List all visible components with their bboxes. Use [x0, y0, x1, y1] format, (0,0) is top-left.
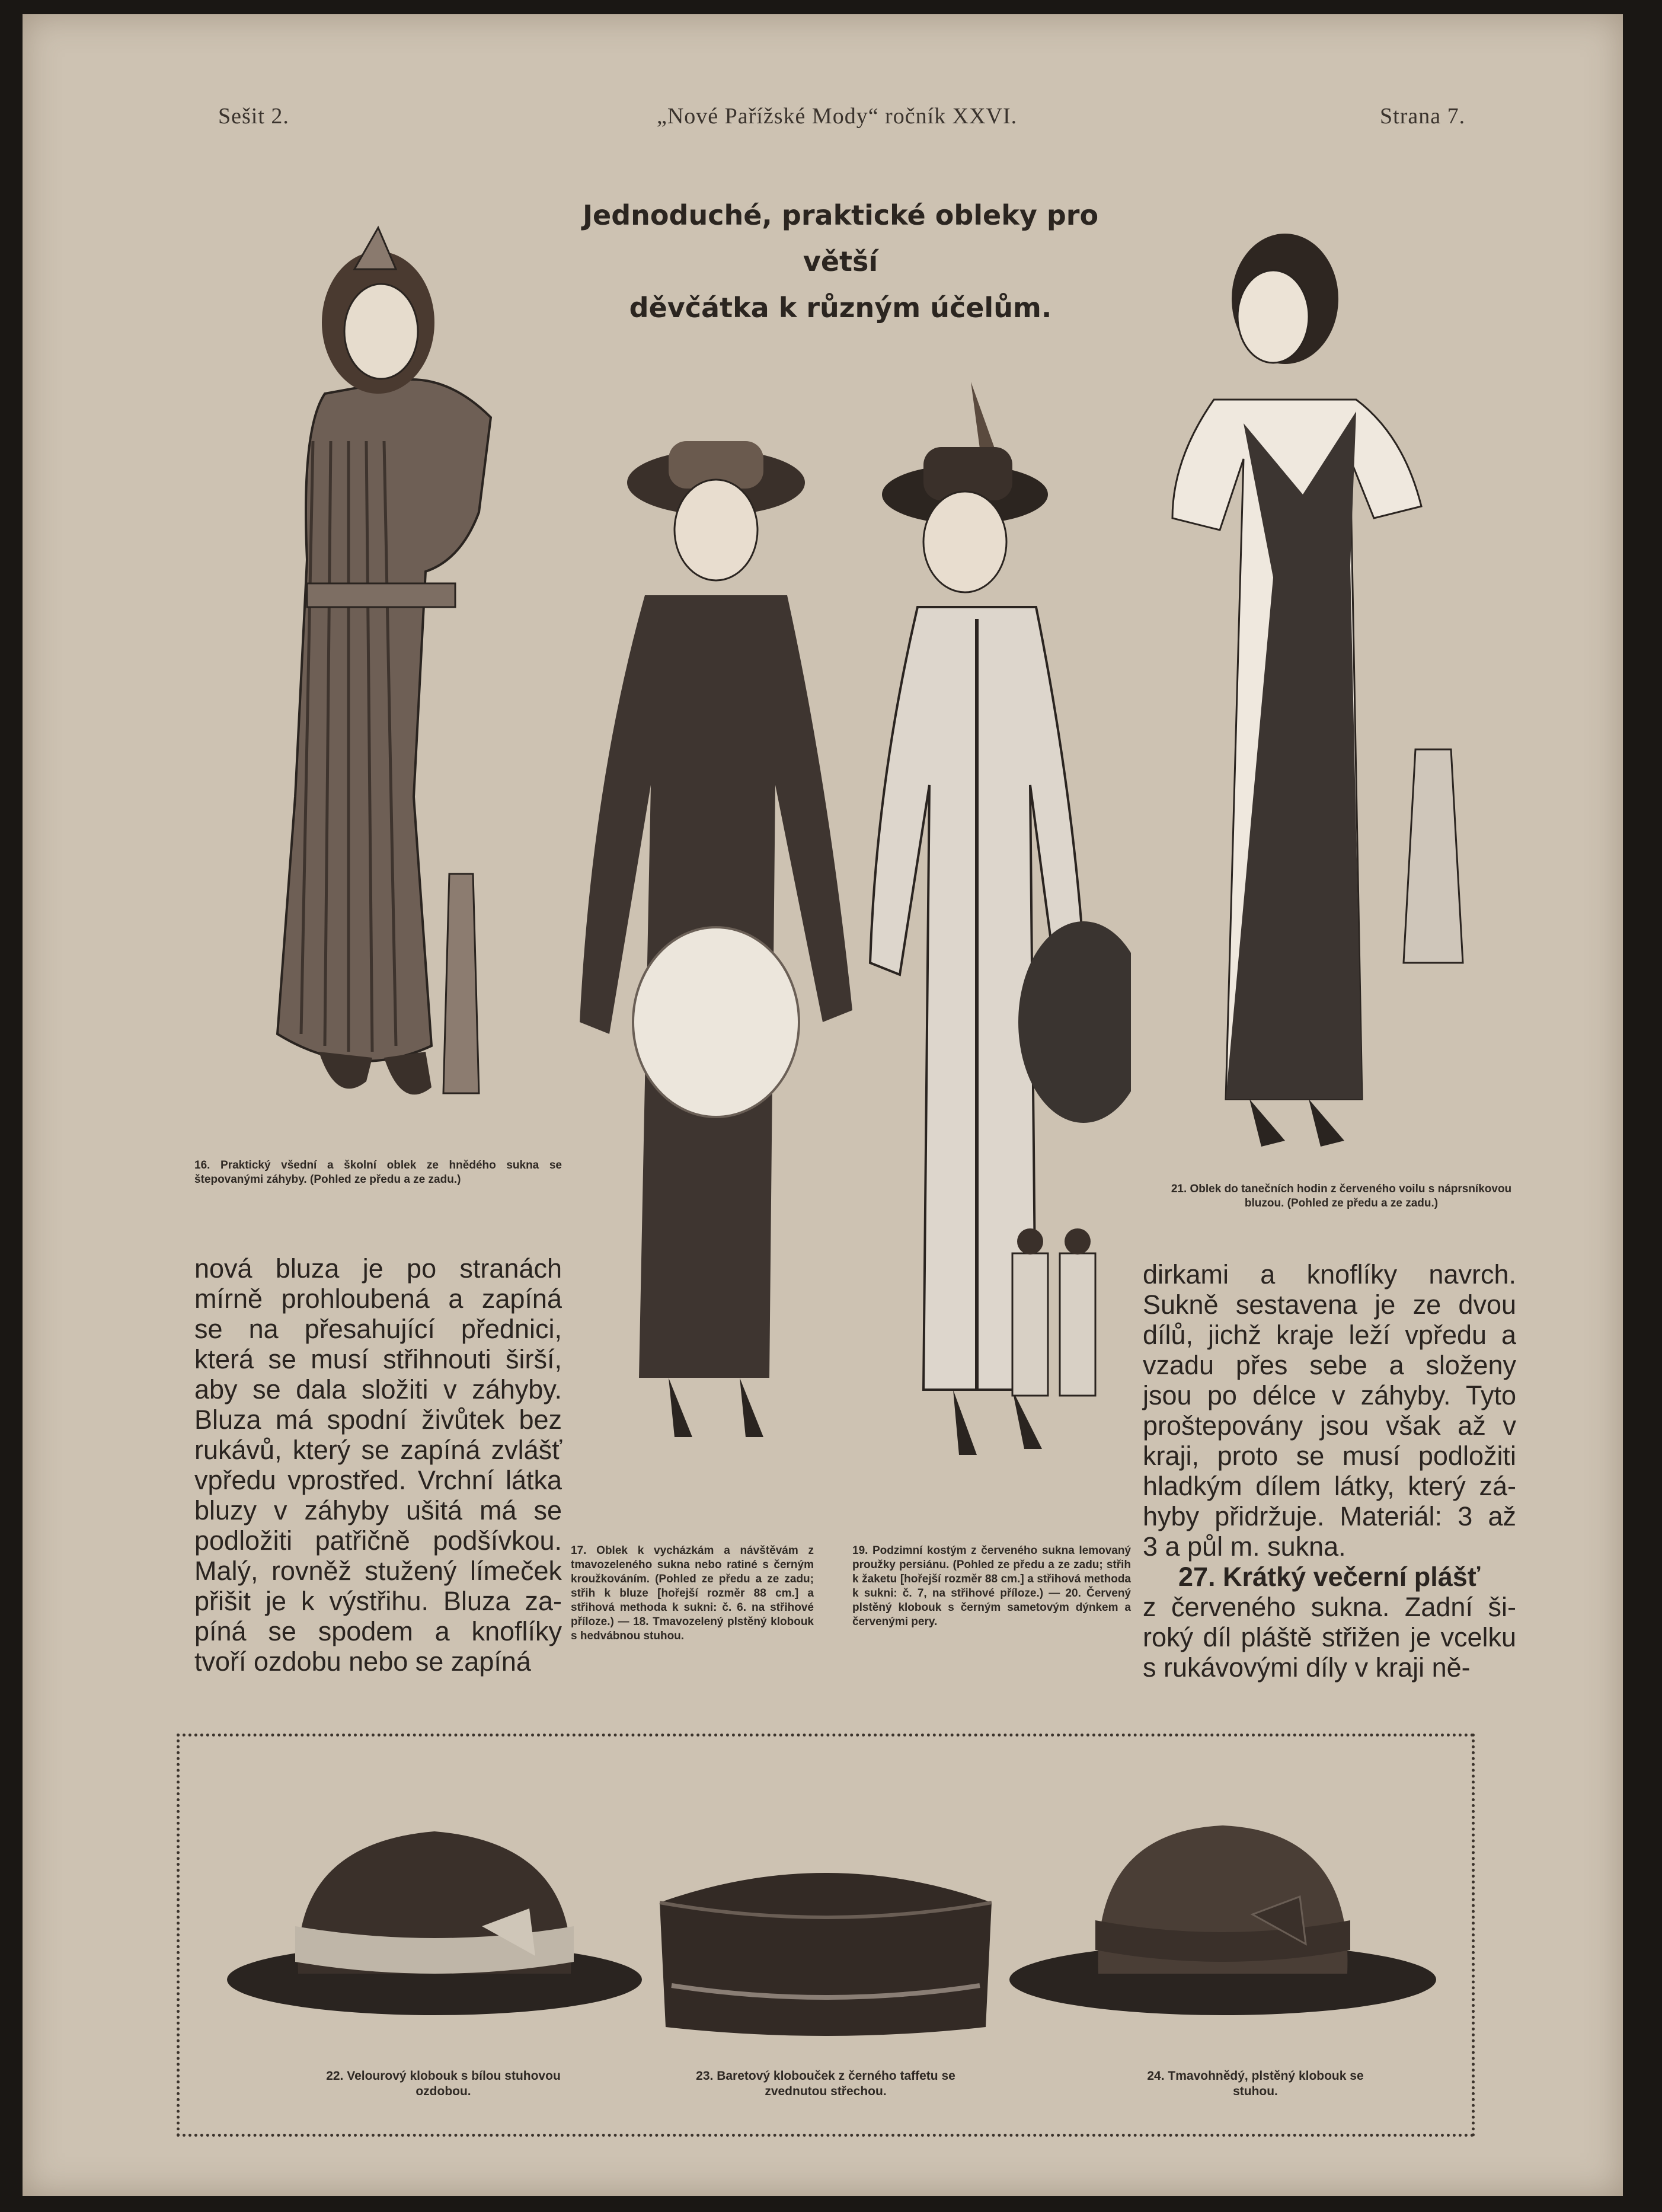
page-title	[544, 192, 1137, 331]
text-line: 3 a půl m. sukna.	[1143, 1531, 1346, 1562]
text-line: rukávů, který se zapíná zvlášť	[194, 1435, 562, 1465]
header-issue: Sešit 2.	[218, 104, 289, 129]
text-line: hladkým dílem látky, který zá-	[1143, 1471, 1516, 1501]
text-line: tvoří ozdobu nebo se zapíná	[194, 1646, 531, 1677]
velour-hat-icon	[221, 1808, 648, 2021]
text-line: Bluza má spodní živůtek bez	[194, 1405, 562, 1435]
text-line: podložiti patřičně podšívkou.	[194, 1525, 562, 1556]
girl-dance-dress-illustration	[1125, 210, 1457, 1170]
figure-16-caption: 16. Praktický všední a školní oblek ze hnědého sukna se štepovanými záhyby. (Pohled ze předu a ze zadu.)	[194, 1159, 562, 1186]
body-text-left	[194, 1253, 562, 1677]
text-line: dílů, jichž kraje leží vpředu a	[1143, 1320, 1516, 1350]
header-magazine-title: „Nové Pařížské Mody“ ročník XXVI.	[657, 104, 1018, 129]
hats-frame	[177, 1734, 1475, 2137]
text-line: mírně prohloubená a zapíná	[194, 1284, 562, 1314]
text-line: s rukávovými díly v kraji ně-	[1143, 1652, 1471, 1683]
text-line: vpředu vprostřed. Vrchní látka	[194, 1465, 562, 1495]
text-line: která se musí střihnouti širší,	[194, 1344, 562, 1374]
figure-21-caption: 21. Oblek do tanečních hodin z červeného voilu s náprsníkovou bluzou. (Pohled ze předu a ze zadu.)	[1171, 1183, 1512, 1209]
girl-dress-illustration	[236, 204, 568, 1153]
back-view-figures-icon	[995, 1218, 1119, 1407]
text-line: přišit je k výstřihu. Bluza za-	[194, 1586, 562, 1616]
section-27-heading: 27. Krátký večerní plášť	[1178, 1562, 1481, 1592]
text-line: roký díl pláště střižen je vcelku	[1143, 1622, 1516, 1652]
back-view-dance-dress-icon	[1386, 743, 1481, 969]
body-text-right	[1143, 1259, 1516, 1683]
hat-23-caption: 23. Baretový klobouček z černého taffetu se zvednutou střechou.	[696, 2069, 955, 2098]
text-line: aby se dala složiti v záhyby.	[194, 1374, 562, 1405]
figure-19-caption: 19. Podzimní kostým z červeného sukna lemovaný proužky persiánu. (Pohled ze předu a ze zadu; střih k žaketu [hořejší rozměr 88 cm.] a střihová methoda k sukni: č. 7, na střihové příloze.) — 20. Červený plstěný klobouk s černým sametovým dýnkem a červenými pery.	[852, 1544, 1131, 1628]
text-line: vzadu přes sebe a složeny	[1143, 1350, 1516, 1380]
text-line: se na přesahující přednici,	[194, 1314, 562, 1344]
text-line: z červeného sukna. Zadní ši-	[1143, 1592, 1516, 1622]
hat-22-caption: 22. Velourový klobouk s bílou stuhovou ozdobou.	[326, 2069, 561, 2098]
text-line: proštepovány jsou však až v	[1143, 1410, 1516, 1441]
text-line: Sukně sestavena je ze dvou	[1143, 1289, 1516, 1320]
hat-24-caption: 24. Tmavohnědý, plstěný klobouk se stuhou.	[1147, 2069, 1364, 2098]
magazine-page	[23, 14, 1623, 2196]
header-page-number: Strana 7.	[1380, 104, 1466, 129]
back-view-dress-icon	[426, 868, 497, 1105]
text-line: jsou po délce v záhyby. Tyto	[1143, 1380, 1516, 1410]
beret-hat-icon	[636, 1831, 1015, 2045]
felt-hat-icon	[1003, 1802, 1442, 2021]
text-line: kraji, proto se musí podložiti	[1143, 1441, 1516, 1471]
text-line: dirkami a knoflíky navrch.	[1143, 1259, 1516, 1289]
text-line: hyby přidržuje. Materiál: 3 až	[1143, 1501, 1516, 1531]
text-line: bluzy v záhyby ušitá má se	[194, 1495, 562, 1525]
text-line: Malý, rovněž stužený límeček	[194, 1556, 562, 1586]
title-line-2: děvčátka k různým účelům.	[629, 292, 1052, 324]
text-line: píná se spodem a knoflíky	[194, 1616, 562, 1646]
text-line: nová bluza je po stranách	[194, 1253, 562, 1284]
figure-17-caption: 17. Oblek k vycházkám a návštěvám z tmavozeleného sukna nebo ratiné s černým kroužkováním. (Pohled ze předu a ze zadu; střih k bluze [hořejší rozměr 88 cm.] a střihová methoda k sukni: č. 6. na střihové příloze.) — 18. Tmavozelený plstěný klobouk s hedvábnou stuhou.	[571, 1544, 814, 1642]
title-line-1: Jednoduché, praktické obleky pro větší	[582, 199, 1099, 277]
